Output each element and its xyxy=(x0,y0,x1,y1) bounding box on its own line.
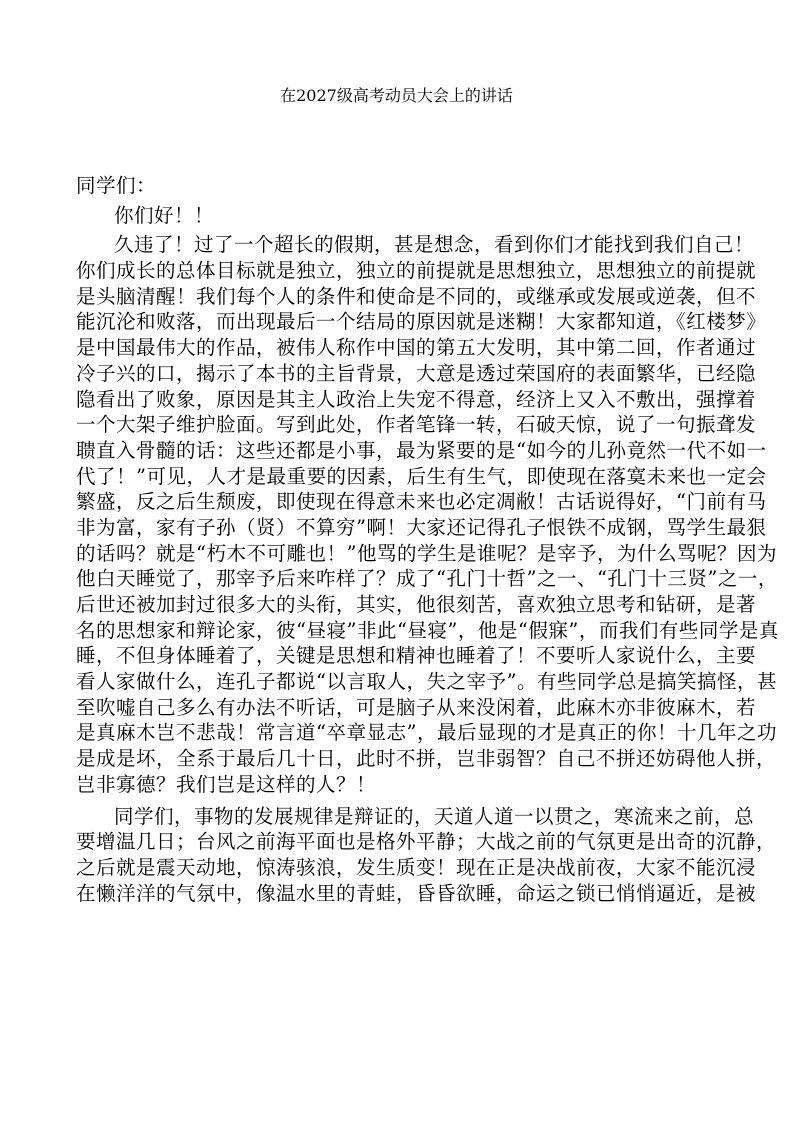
greeting: 你们好！！ xyxy=(114,203,215,227)
paragraph-line: 代了！”可见，人才是最重要的因素，后生有生气，即使现在落寞未来也一定会 xyxy=(76,464,767,488)
paragraph-line: 冷子兴的口，揭示了本书的主旨背景，大意是透过荣国府的表面繁华，已经隐 xyxy=(76,361,757,385)
paragraph-line: 是中国最伟大的作品，被伟人称作中国的第五大发明，其中第二回，作者通过 xyxy=(76,336,757,360)
paragraph-line: 繁盛，反之后生颓废，即使现在得意未来也必定凋敝！古话说得好，“门前有马 xyxy=(76,490,767,514)
paragraph-line: 是头脑清醒！我们每个人的条件和使命是不同的，或继承或发展或逆袭，但不 xyxy=(76,284,757,308)
paragraph-2 xyxy=(76,804,777,907)
paragraph-line: 是成是坏，全系于最后几十日，此时不拼，岂非弱智？自己不拼还妨碍他人拼， xyxy=(76,747,777,771)
paragraph-line: 岂非寡德？我们岂是这样的人？！ xyxy=(76,772,377,796)
paragraph-line: 隐看出了败象，原因是其主人政治上失宠不得意，经济上又入不敷出，强撑着 xyxy=(76,387,757,411)
paragraph-line: 要增温几日；台风之前海平面也是格外平静；大战之前的气氛更是出奇的沉静， xyxy=(76,830,777,854)
paragraph-line: 非为富，家有子孙（贤）不算穷”啊！大家还记得孔子恨铁不成钢，骂学生最狠 xyxy=(76,515,767,539)
salutation: 同学们： xyxy=(76,174,157,197)
paragraph-line: 一个大架子维护脸面。写到此处，作者笔锋一转，石破天惊，说了一句振聋发 xyxy=(76,413,757,437)
paragraph-line: 的话吗？就是“朽木不可雕也！”他骂的学生是谁呢？是宰予，为什么骂呢？因为 xyxy=(76,541,777,565)
paragraph-line: 之后就是震天动地，惊涛骇浪，发生质变！现在正是决战前夜，大家不能沉浸 xyxy=(76,855,757,879)
paragraph-line: 睡，不但身体睡着了，关键是思想和精神也睡着了！不要听人家说什么，主要 xyxy=(76,644,757,668)
paragraph-line: 他白天睡觉了，那宰予后来咋样了？成了“孔门十哲”之一、“孔门十三贤”之一， xyxy=(76,567,778,591)
paragraph-line: 能沉沦和败落，而出现最后一个结局的原因就是迷糊！大家都知道，《红楼梦》 xyxy=(76,310,767,334)
paragraph-line: 聩直入骨髓的话：这些还都是小事，最为紧要的是“如今的儿孙竟然一代不如一 xyxy=(76,438,767,462)
paragraph-line: 久违了！过了一个超长的假期，甚是想念，看到你们才能找到我们自己！ xyxy=(114,233,755,257)
paragraph-line: 后世还被加封过很多大的头衔，其实，他很刻苦，喜欢独立思考和钻研，是著 xyxy=(76,593,757,616)
paragraph-line: 在懒洋洋的气氛中，像温水里的青蛙，昏昏欲睡，命运之锁已悄悄逼近，是被 xyxy=(76,881,757,905)
paragraph-line: 看人家做什么，连孔子都说“以言取人，失之宰予”。有些同学总是搞笑搞怪，甚 xyxy=(76,670,777,694)
paragraph-line: 名的思想家和辩论家，彼“昼寝”非此“昼寝”，他是“假寐”，而我们有些同学是真 xyxy=(76,618,779,642)
paragraph-line: 你们成长的总体目标就是独立，独立的前提就是思想独立，思想独立的前提就 xyxy=(76,259,757,283)
document-title: 在2027级高考动员大会上的讲话 xyxy=(280,86,513,105)
paragraph-line: 是真麻木岂不悲哉！常言道“卒章显志”，最后显现的才是真正的你！十几年之功 xyxy=(76,721,777,745)
paragraph-line: 同学们，事物的发展规律是辩证的，天道人道一以贯之，寒流来之前，总 xyxy=(114,804,755,828)
paragraph-1 xyxy=(76,232,779,797)
paragraph-line: 至吹嘘自己多么有办法不听话，可是脑子从来没闲着，此麻木亦非彼麻木，若 xyxy=(76,695,757,719)
speech-body xyxy=(76,173,779,906)
